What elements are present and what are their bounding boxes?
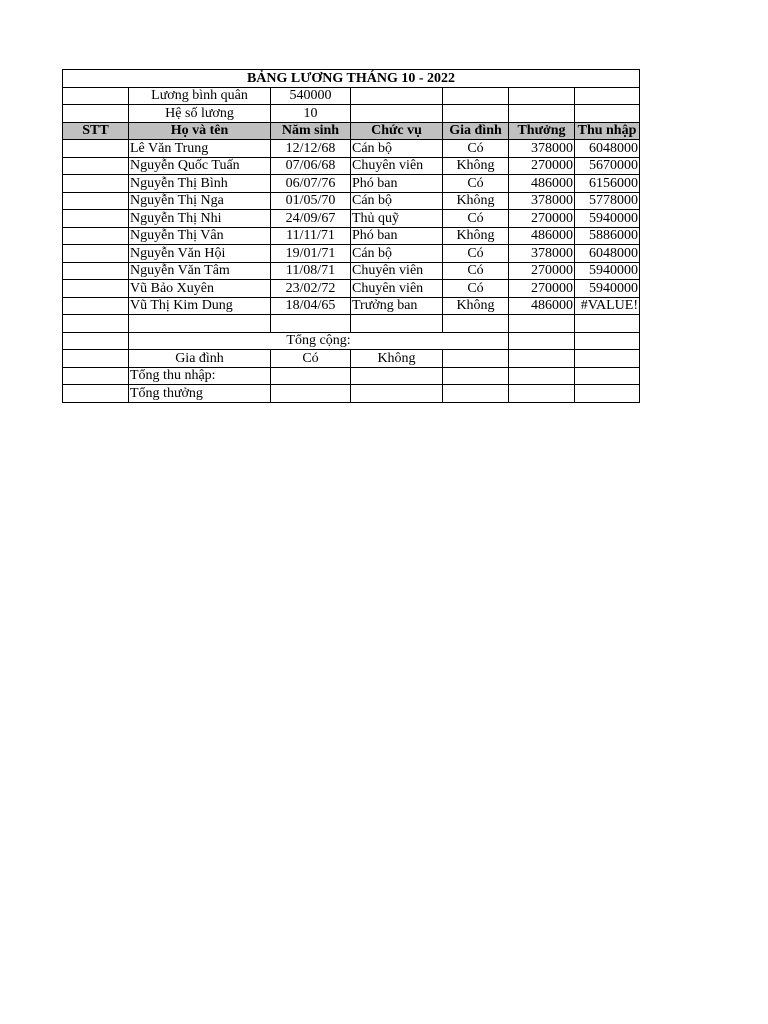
dob-cell[interactable]: 12/12/68 <box>271 140 351 158</box>
dob-cell[interactable]: 07/06/68 <box>271 157 351 175</box>
position-cell[interactable]: Trưởng ban <box>351 297 443 315</box>
bonus-cell[interactable]: 270000 <box>509 157 575 175</box>
total-label[interactable]: Tổng cộng: <box>129 332 509 350</box>
income-cell[interactable]: 5778000 <box>575 192 640 210</box>
cell[interactable] <box>63 87 129 105</box>
blank-row <box>63 315 640 333</box>
name-cell[interactable]: Nguyễn Văn Tâm <box>129 262 271 280</box>
dob-cell[interactable]: 01/05/70 <box>271 192 351 210</box>
header-position[interactable]: Chức vụ <box>351 122 443 140</box>
yes-label[interactable]: Có <box>271 350 351 368</box>
name-cell[interactable]: Nguyễn Thị Nhi <box>129 210 271 228</box>
stt-cell[interactable] <box>63 175 129 193</box>
stt-cell[interactable] <box>63 245 129 263</box>
table-row <box>63 245 640 263</box>
bonus-cell[interactable]: 486000 <box>509 297 575 315</box>
income-cell[interactable]: 5940000 <box>575 262 640 280</box>
table-row <box>63 140 640 158</box>
cell[interactable] <box>509 332 575 350</box>
sheet-title[interactable]: BẢNG LƯƠNG THÁNG 10 - 2022 <box>63 70 640 88</box>
stt-cell[interactable] <box>63 280 129 298</box>
family-label[interactable]: Gia đình <box>129 350 271 368</box>
position-cell[interactable]: Thủ quỹ <box>351 210 443 228</box>
cell[interactable] <box>443 367 509 385</box>
cell[interactable] <box>63 350 129 368</box>
title-row <box>63 70 640 88</box>
family-cell[interactable]: Có <box>443 245 509 263</box>
cell[interactable] <box>351 367 443 385</box>
family-cell[interactable]: Không <box>443 157 509 175</box>
cell[interactable] <box>351 315 443 333</box>
header-stt[interactable]: STT <box>63 122 129 140</box>
table-row <box>63 262 640 280</box>
bonus-cell[interactable]: 270000 <box>509 210 575 228</box>
param-row-coef <box>63 105 640 123</box>
bonus-cell[interactable]: 486000 <box>509 175 575 193</box>
total-income-row <box>63 367 640 385</box>
income-cell[interactable]: 6048000 <box>575 140 640 158</box>
coef-label[interactable]: Hệ số lương <box>129 105 271 123</box>
cell[interactable] <box>575 367 640 385</box>
cell[interactable] <box>575 105 640 123</box>
cell[interactable] <box>575 385 640 403</box>
cell[interactable] <box>351 105 443 123</box>
name-cell[interactable]: Vũ Thị Kim Dung <box>129 297 271 315</box>
name-cell[interactable]: Nguyễn Thị Bình <box>129 175 271 193</box>
dob-cell[interactable]: 18/04/65 <box>271 297 351 315</box>
cell[interactable] <box>63 332 129 350</box>
stt-cell[interactable] <box>63 210 129 228</box>
position-cell[interactable]: Chuyên viên <box>351 262 443 280</box>
cell[interactable] <box>271 385 351 403</box>
family-cell[interactable]: Có <box>443 140 509 158</box>
position-cell[interactable]: Chuyên viên <box>351 157 443 175</box>
cell[interactable] <box>443 105 509 123</box>
header-dob[interactable]: Năm sinh <box>271 122 351 140</box>
name-cell[interactable]: Nguyễn Văn Hội <box>129 245 271 263</box>
stt-cell[interactable] <box>63 227 129 245</box>
name-cell[interactable]: Nguyễn Quốc Tuấn <box>129 157 271 175</box>
position-cell[interactable]: Phó ban <box>351 227 443 245</box>
family-cell[interactable]: Có <box>443 280 509 298</box>
cell[interactable] <box>575 315 640 333</box>
cell[interactable] <box>271 315 351 333</box>
total-row <box>63 332 640 350</box>
cell[interactable] <box>129 315 271 333</box>
cell[interactable] <box>63 105 129 123</box>
cell[interactable] <box>443 315 509 333</box>
name-cell[interactable]: Lê Văn Trung <box>129 140 271 158</box>
header-name[interactable]: Họ và tên <box>129 122 271 140</box>
table-row <box>63 210 640 228</box>
dob-cell[interactable]: 19/01/71 <box>271 245 351 263</box>
cell[interactable] <box>509 315 575 333</box>
family-row <box>63 350 640 368</box>
income-cell[interactable]: 5886000 <box>575 227 640 245</box>
bonus-cell[interactable]: 270000 <box>509 280 575 298</box>
cell[interactable] <box>351 87 443 105</box>
table-row <box>63 227 640 245</box>
stt-cell[interactable] <box>63 157 129 175</box>
income-cell[interactable]: 6048000 <box>575 245 640 263</box>
bonus-cell[interactable]: 378000 <box>509 140 575 158</box>
cell[interactable] <box>443 87 509 105</box>
stt-cell[interactable] <box>63 262 129 280</box>
table-row <box>63 175 640 193</box>
table-row <box>63 280 640 298</box>
table-row <box>63 157 640 175</box>
cell[interactable] <box>63 385 129 403</box>
family-cell[interactable]: Có <box>443 210 509 228</box>
income-cell[interactable]: 5670000 <box>575 157 640 175</box>
cell[interactable] <box>63 367 129 385</box>
total-income-label[interactable]: Tổng thu nhập: <box>129 367 271 385</box>
income-cell[interactable]: 6156000 <box>575 175 640 193</box>
avg-salary-value[interactable]: 540000 <box>271 87 351 105</box>
param-row-avg-salary <box>63 87 640 105</box>
cell[interactable] <box>509 385 575 403</box>
bonus-cell[interactable]: 378000 <box>509 192 575 210</box>
header-bonus[interactable]: Thưởng <box>509 122 575 140</box>
family-cell[interactable]: Có <box>443 262 509 280</box>
dob-cell[interactable]: 24/09/67 <box>271 210 351 228</box>
cell[interactable] <box>509 105 575 123</box>
no-label[interactable]: Không <box>351 350 443 368</box>
dob-cell[interactable]: 11/11/71 <box>271 227 351 245</box>
position-cell[interactable]: Phó ban <box>351 175 443 193</box>
dob-cell[interactable]: 23/02/72 <box>271 280 351 298</box>
header-row <box>63 122 640 140</box>
total-bonus-label[interactable]: Tổng thưởng <box>129 385 271 403</box>
cell[interactable] <box>575 87 640 105</box>
cell[interactable] <box>509 367 575 385</box>
cell[interactable] <box>509 87 575 105</box>
cell[interactable] <box>575 332 640 350</box>
family-cell[interactable]: Không <box>443 192 509 210</box>
avg-salary-label[interactable]: Lương bình quân <box>129 87 271 105</box>
total-bonus-row <box>63 385 640 403</box>
table-row <box>63 297 640 315</box>
stt-cell[interactable] <box>63 297 129 315</box>
cell[interactable] <box>443 385 509 403</box>
cell[interactable] <box>443 350 509 368</box>
cell[interactable] <box>575 350 640 368</box>
name-cell[interactable]: Nguyễn Thị Nga <box>129 192 271 210</box>
income-cell[interactable]: #VALUE! <box>575 297 640 315</box>
coef-value[interactable]: 10 <box>271 105 351 123</box>
income-cell[interactable]: 5940000 <box>575 210 640 228</box>
position-cell[interactable]: Cán bộ <box>351 192 443 210</box>
position-cell[interactable]: Cán bộ <box>351 140 443 158</box>
header-family[interactable]: Gia đình <box>443 122 509 140</box>
cell[interactable] <box>63 315 129 333</box>
cell[interactable] <box>271 367 351 385</box>
stt-cell[interactable] <box>63 192 129 210</box>
dob-cell[interactable]: 06/07/76 <box>271 175 351 193</box>
table-row <box>63 192 640 210</box>
income-cell[interactable]: 5940000 <box>575 280 640 298</box>
position-cell[interactable]: Cán bộ <box>351 245 443 263</box>
dob-cell[interactable]: 11/08/71 <box>271 262 351 280</box>
cell[interactable] <box>351 385 443 403</box>
position-cell[interactable]: Chuyên viên <box>351 280 443 298</box>
bonus-cell[interactable]: 378000 <box>509 245 575 263</box>
family-cell[interactable]: Có <box>443 175 509 193</box>
stt-cell[interactable] <box>63 140 129 158</box>
bonus-cell[interactable]: 270000 <box>509 262 575 280</box>
bonus-cell[interactable]: 486000 <box>509 227 575 245</box>
family-cell[interactable]: Không <box>443 297 509 315</box>
name-cell[interactable]: Vũ Bảo Xuyên <box>129 280 271 298</box>
cell[interactable] <box>509 350 575 368</box>
salary-table <box>62 69 640 403</box>
name-cell[interactable]: Nguyễn Thị Vân <box>129 227 271 245</box>
family-cell[interactable]: Không <box>443 227 509 245</box>
header-income[interactable]: Thu nhập <box>575 122 640 140</box>
